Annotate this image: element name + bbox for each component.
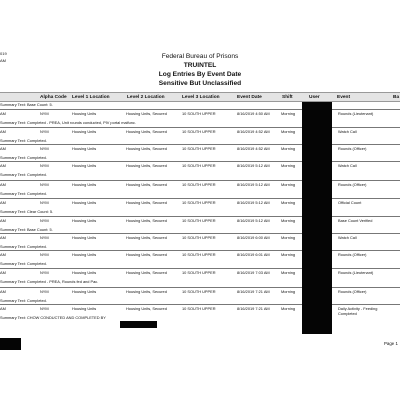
cell-level2-location: Housing Units, Secured: [126, 270, 167, 275]
cell-event: Base Count Verified: [338, 218, 373, 223]
cell-shift: Morning: [281, 129, 296, 134]
col-user: User: [309, 95, 320, 100]
cell-level1-location: Housing Units: [72, 235, 97, 240]
classification-label: Sensitive But Unclassified: [158, 80, 242, 87]
cell-time: AM: [0, 163, 6, 168]
table-row-divider: [0, 233, 400, 234]
footer-redaction: [0, 338, 21, 350]
row-summary-text: Summary Text: Completed.: [0, 191, 47, 196]
cell-alpha-code: NYM: [40, 146, 49, 151]
cell-event-date: 8/16/2019 6:01 AM: [237, 252, 270, 257]
report-title: Log Entries By Event Date: [158, 71, 242, 78]
col-level3-location: Level 3 Location: [182, 95, 220, 100]
cell-shift: Morning: [281, 306, 296, 311]
agency-name: Federal Bureau of Prisons: [161, 53, 239, 60]
col-level2-location: Level 2 Location: [127, 95, 165, 100]
cell-event: Rounds (Officer): [338, 289, 367, 294]
table-row-divider: [0, 144, 400, 145]
cell-event: Rounds (Officer): [338, 182, 367, 187]
cell-alpha-code: NYM: [40, 182, 49, 187]
cell-level2-location: Housing Units, Secured: [126, 200, 167, 205]
cell-level1-location: Housing Units: [72, 306, 97, 311]
col-event-date: Event Date: [237, 95, 262, 100]
row-summary-text: Summary Text: Completed - PREA, Rounds fed and Pac.: [0, 279, 99, 284]
cell-level3-location: 10 SOUTH UPPER: [182, 146, 216, 151]
cell-event-date: 8/16/2019 5:12 AM: [237, 200, 270, 205]
cell-alpha-code: NYM: [40, 289, 49, 294]
user-column-redaction: [302, 102, 332, 334]
page-number: Page 1: [384, 341, 398, 346]
cell-event-date: 8/16/2019 7:21 AM: [237, 306, 270, 311]
cell-level2-location: Housing Units, Secured: [126, 111, 167, 116]
col-ba: Ba: [393, 95, 400, 100]
table-row-divider: [0, 161, 400, 162]
cell-event-date: 8/16/2019 5:12 AM: [237, 218, 270, 223]
cell-event-date: 8/16/2019 4:52 AM: [237, 146, 270, 151]
cell-event-date: 8/16/2019 5:12 AM: [237, 182, 270, 187]
cell-alpha-code: NYM: [40, 163, 49, 168]
cell-shift: Morning: [281, 146, 296, 151]
cell-level2-location: Housing Units, Secured: [126, 146, 167, 151]
cell-time: AM: [0, 200, 6, 205]
cell-event: Rounds (Officer): [338, 146, 367, 151]
cell-level3-location: 10 SOUTH UPPER: [182, 163, 216, 168]
row-summary-text: Summary Text: Completed - PREA, Unit rounds conducted, PIV portal malfunc.: [0, 120, 136, 125]
cell-level1-location: Housing Units: [72, 182, 97, 187]
cell-level1-location: Housing Units: [72, 163, 97, 168]
cell-level2-location: Housing Units, Secured: [126, 182, 167, 187]
cell-level3-location: 10 SOUTH UPPER: [182, 252, 216, 257]
table-row-divider: [0, 287, 400, 288]
cell-time: AM: [0, 146, 6, 151]
cell-alpha-code: NYM: [40, 306, 49, 311]
cell-time: AM: [0, 235, 6, 240]
table-row-divider: [0, 180, 400, 181]
row-summary-text: Summary Text: Base Count: 5.: [0, 227, 53, 232]
cell-time: AM: [0, 111, 6, 116]
cell-level2-location: Housing Units, Secured: [126, 252, 167, 257]
cell-alpha-code: NYM: [40, 235, 49, 240]
row-summary-text: Summary Text: Completed.: [0, 138, 47, 143]
cell-level3-location: 10 SOUTH UPPER: [182, 200, 216, 205]
cell-time: AM: [0, 289, 6, 294]
corner-date-fragment: 019: [0, 51, 7, 56]
cell-level3-location: 10 SOUTH UPPER: [182, 182, 216, 187]
cell-event-date: 8/16/2019 7:21 AM: [237, 289, 270, 294]
cell-alpha-code: NYM: [40, 218, 49, 223]
cell-event: Watch Call: [338, 235, 357, 240]
cell-level3-location: 10 SOUTH UPPER: [182, 129, 216, 134]
table-row-divider: [0, 304, 400, 305]
cell-level2-location: Housing Units, Secured: [126, 306, 167, 311]
cell-event-date: 8/16/2019 6:00 AM: [237, 235, 270, 240]
cell-level3-location: 10 SOUTH UPPER: [182, 218, 216, 223]
cell-level2-location: Housing Units, Secured: [126, 218, 167, 223]
cell-event: Watch Call: [338, 129, 357, 134]
col-level1-location: Level 1 Location: [72, 95, 110, 100]
name-redaction: [120, 321, 157, 328]
cell-level1-location: Housing Units: [72, 270, 97, 275]
cell-shift: Morning: [281, 235, 296, 240]
cell-shift: Morning: [281, 111, 296, 116]
row-summary-text: Summary Text: Clear Count: 5.: [0, 209, 54, 214]
cell-level2-location: Housing Units, Secured: [126, 289, 167, 294]
cell-level1-location: Housing Units: [72, 252, 97, 257]
cell-level1-location: Housing Units: [72, 200, 97, 205]
cell-shift: Morning: [281, 289, 296, 294]
row-summary-text: Summary Text: Completed.: [0, 244, 47, 249]
table-row-divider: [0, 109, 400, 110]
cell-event-date: 8/16/2019 5:12 AM: [237, 163, 270, 168]
cell-event-date: 8/16/2019 4:50 AM: [237, 111, 270, 116]
row-summary-text: Summary Text: Completed.: [0, 172, 47, 177]
cell-shift: Morning: [281, 182, 296, 187]
cell-level3-location: 10 SOUTH UPPER: [182, 270, 216, 275]
cell-time: AM: [0, 270, 6, 275]
cell-event-date: 8/16/2019 4:52 AM: [237, 129, 270, 134]
cell-alpha-code: NYM: [40, 111, 49, 116]
cell-alpha-code: NYM: [40, 270, 49, 275]
row-summary-text: Summary Text: Completed.: [0, 155, 47, 160]
row-summary-text: Summary Text: Completed.: [0, 298, 47, 303]
cell-level1-location: Housing Units: [72, 289, 97, 294]
cell-alpha-code: NYM: [40, 129, 49, 134]
cell-level1-location: Housing Units: [72, 218, 97, 223]
cell-level1-location: Housing Units: [72, 146, 97, 151]
table-row-divider: [0, 127, 400, 128]
cell-level2-location: Housing Units, Secured: [126, 129, 167, 134]
cell-shift: Morning: [281, 200, 296, 205]
col-alpha-code: Alpha Code: [40, 95, 67, 100]
cell-level1-location: Housing Units: [72, 129, 97, 134]
cell-time: AM: [0, 218, 6, 223]
cell-event: Rounds (Lieutenant): [338, 270, 374, 275]
table-row-divider: [0, 268, 400, 269]
cell-time: AM: [0, 252, 6, 257]
table-row-divider: [0, 198, 400, 199]
table-row-divider: [0, 216, 400, 217]
cell-time: AM: [0, 129, 6, 134]
cell-shift: Morning: [281, 252, 296, 257]
cell-alpha-code: NYM: [40, 200, 49, 205]
cell-time: AM: [0, 182, 6, 187]
cell-shift: Morning: [281, 163, 296, 168]
cell-level3-location: 10 SOUTH UPPER: [182, 289, 216, 294]
cell-level2-location: Housing Units, Secured: [126, 163, 167, 168]
row-summary-text: Summary Text: Completed.: [0, 261, 47, 266]
cell-level3-location: 10 SOUTH UPPER: [182, 235, 216, 240]
table-column-header: [0, 92, 400, 102]
corner-time-fragment: AM: [0, 58, 6, 63]
cell-event-date: 8/16/2019 7:03 AM: [237, 270, 270, 275]
cell-event: Watch Call: [338, 163, 357, 168]
cell-event: Daily Activity - Feeding Completed: [338, 306, 378, 316]
cell-level3-location: 10 SOUTH UPPER: [182, 111, 216, 116]
cell-level2-location: Housing Units, Secured: [126, 235, 167, 240]
cell-shift: Morning: [281, 270, 296, 275]
table-row-divider: [0, 250, 400, 251]
leading-summary: Summary Text: Base Count: 5.: [0, 102, 53, 107]
cell-alpha-code: NYM: [40, 252, 49, 257]
system-name: TRUINTEL: [183, 62, 217, 69]
cell-time: AM: [0, 306, 6, 311]
cell-event: Rounds (Lieutenant): [338, 111, 374, 116]
cell-event: Official Count: [338, 200, 362, 205]
cell-shift: Morning: [281, 218, 296, 223]
cell-event: Rounds (Officer): [338, 252, 367, 257]
col-event: Event: [337, 95, 351, 100]
col-shift: Shift: [282, 95, 293, 100]
cell-level1-location: Housing Units: [72, 111, 97, 116]
cell-level3-location: 10 SOUTH UPPER: [182, 306, 216, 311]
row-summary-text: Summary Text: CHOW CONDUCTED AND COMPLETED BY: [0, 315, 106, 320]
